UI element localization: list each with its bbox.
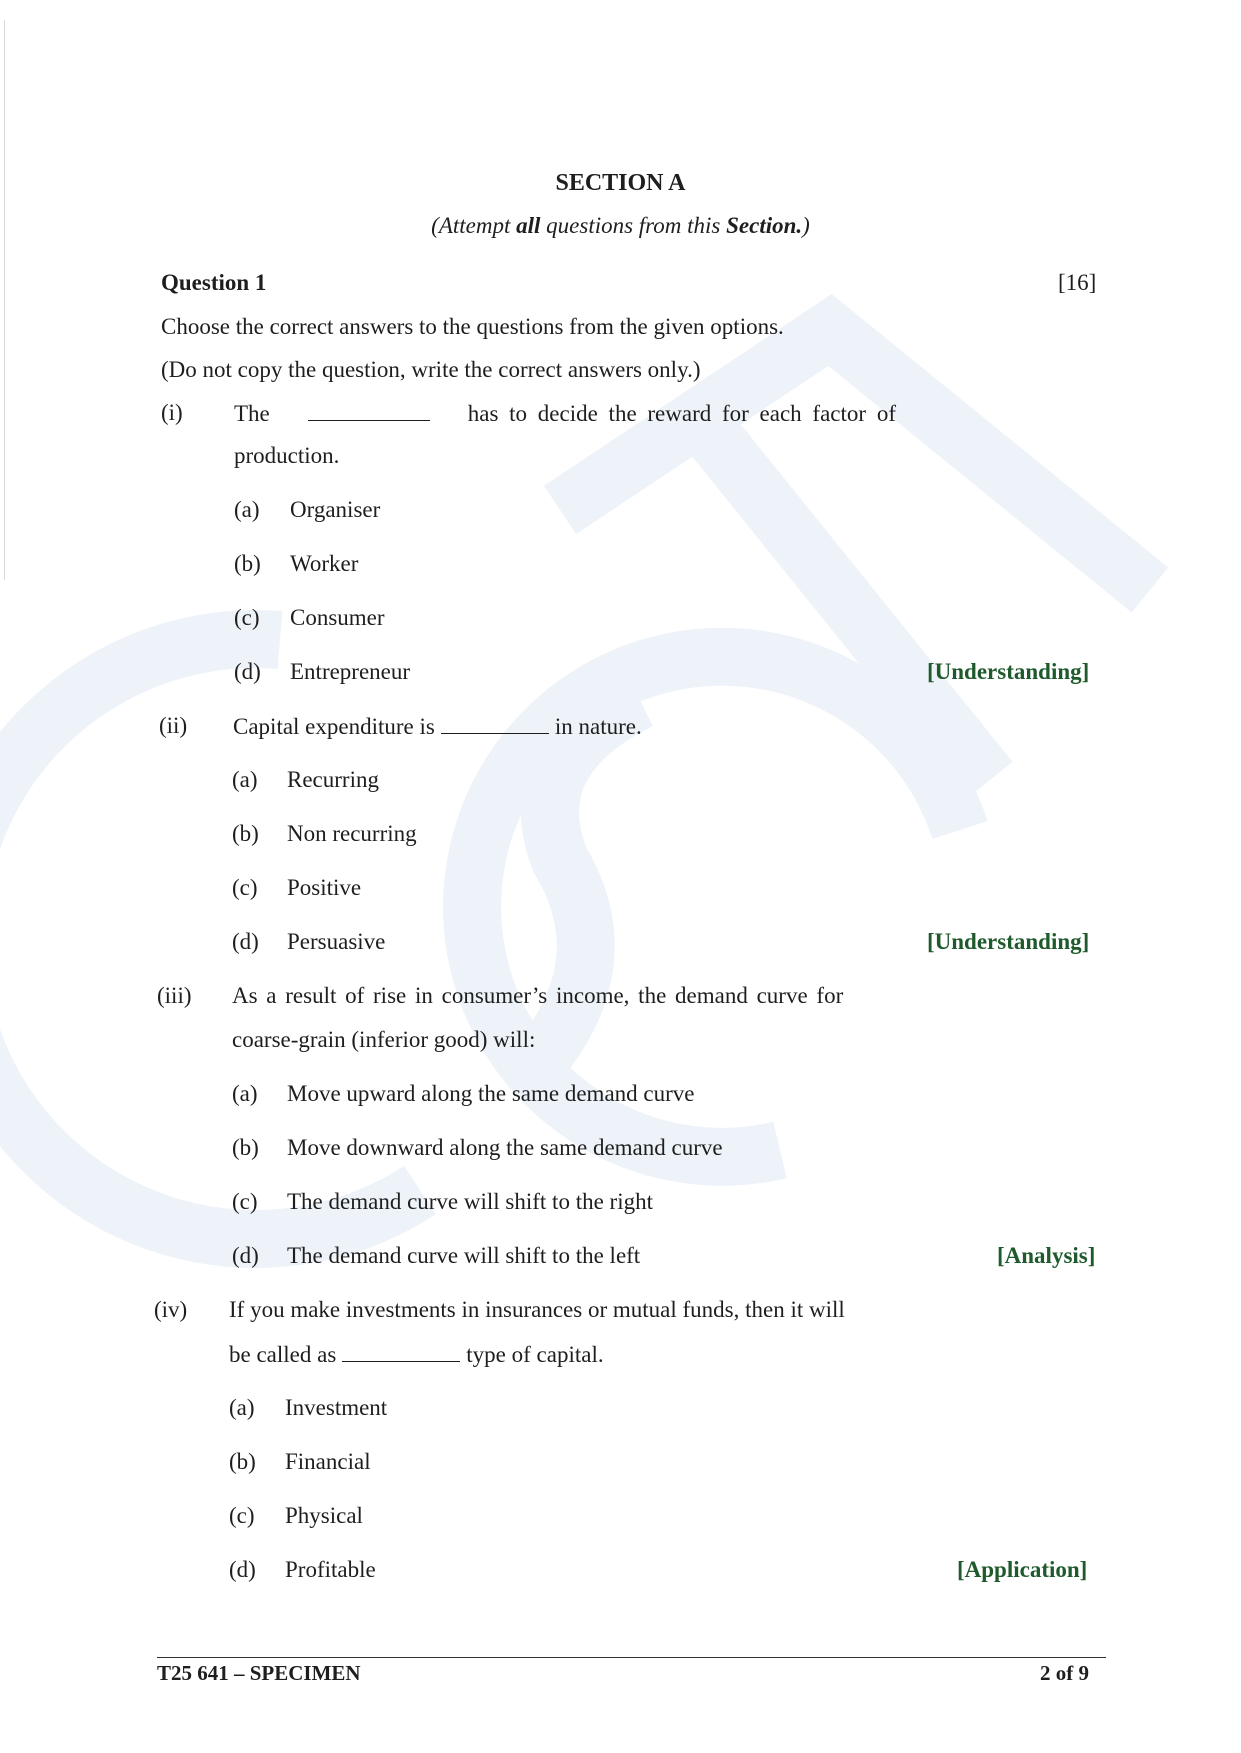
option-text: The demand curve will shift to the right xyxy=(287,1189,653,1214)
option-text: Persuasive xyxy=(287,929,386,954)
section-instruction: (Attempt all questions from this Section.) xyxy=(431,213,810,238)
option-label: (d) xyxy=(232,1243,259,1268)
question-title: Question 1 xyxy=(161,270,267,295)
option-text: Organiser xyxy=(290,497,381,522)
option-label: (d) xyxy=(232,929,259,954)
item-number: (ii) xyxy=(159,713,188,738)
item-stem-cont: production. xyxy=(234,443,340,468)
option-label: (b) xyxy=(232,821,259,846)
option-label: (a) xyxy=(229,1395,255,1420)
item-stem-cont xyxy=(229,1341,604,1368)
option-label: (b) xyxy=(232,1135,259,1160)
page-edge-shadow xyxy=(4,20,5,580)
item-number: (i) xyxy=(161,400,183,425)
item-stem-cont: coarse-grain (inferior good) will: xyxy=(232,1027,536,1052)
option-label: (a) xyxy=(234,497,260,522)
option-text: Entrepreneur xyxy=(290,659,411,684)
cognitive-level-tag: [Analysis] xyxy=(997,1243,1096,1268)
option-label: (c) xyxy=(234,605,260,630)
cognitive-level-tag: [Application] xyxy=(957,1557,1088,1582)
option-label: (c) xyxy=(232,1189,258,1214)
item-number: (iv) xyxy=(154,1297,188,1322)
option-label: (d) xyxy=(234,659,261,684)
item-stem xyxy=(233,713,642,740)
cognitive-level-tag: [Understanding] xyxy=(927,659,1090,684)
option-label: (c) xyxy=(229,1503,255,1528)
option-label: (d) xyxy=(229,1557,256,1582)
answer-blank xyxy=(308,400,430,421)
option-text: Recurring xyxy=(287,767,379,792)
footer-divider xyxy=(157,1657,1106,1658)
option-label: (b) xyxy=(229,1449,256,1474)
option-label: (b) xyxy=(234,551,261,576)
question-note: (Do not copy the question, write the correct answers only.) xyxy=(161,357,701,382)
question-intro: Choose the correct answers to the questions from the given options. xyxy=(161,314,784,339)
option-text: Consumer xyxy=(290,605,385,630)
option-label: (a) xyxy=(232,767,258,792)
option-text: Positive xyxy=(287,875,362,900)
item-stem-text: has to decide the reward for each factor of xyxy=(467,401,896,426)
question-marks: [16] xyxy=(1058,270,1097,295)
option-label: (c) xyxy=(232,875,258,900)
item-stem-text: be called as xyxy=(229,1342,337,1367)
option-text: Move upward along the same demand curve xyxy=(287,1081,695,1106)
option-text: Worker xyxy=(290,551,359,576)
item-stem xyxy=(234,400,896,427)
option-text: Physical xyxy=(285,1503,363,1528)
option-text: The demand curve will shift to the left xyxy=(287,1243,641,1268)
item-stem-text: Capital expenditure is xyxy=(233,714,435,739)
page-number: 2 of 9 xyxy=(1040,1661,1089,1685)
answer-blank xyxy=(441,713,549,734)
option-text: Investment xyxy=(285,1395,388,1420)
option-text: Move downward along the same demand curve xyxy=(287,1135,723,1160)
item-number: (iii) xyxy=(157,983,192,1008)
option-text: Non recurring xyxy=(287,821,417,846)
item-stem-text: The xyxy=(234,401,270,426)
paper-code: T25 641 – SPECIMEN xyxy=(157,1661,361,1685)
item-stem-text: in nature. xyxy=(554,714,642,739)
section-title: SECTION A xyxy=(555,170,686,196)
cognitive-level-tag: [Understanding] xyxy=(927,929,1090,954)
item-stem-text: type of capital. xyxy=(466,1342,604,1367)
option-text: Financial xyxy=(285,1449,371,1474)
option-text: Profitable xyxy=(285,1557,376,1582)
option-label: (a) xyxy=(232,1081,258,1106)
item-stem: As a result of rise in consumer’s income, the demand curve for xyxy=(232,983,844,1008)
item-stem: If you make investments in insurances or mutual funds, then it will xyxy=(229,1297,845,1322)
answer-blank xyxy=(342,1341,460,1362)
